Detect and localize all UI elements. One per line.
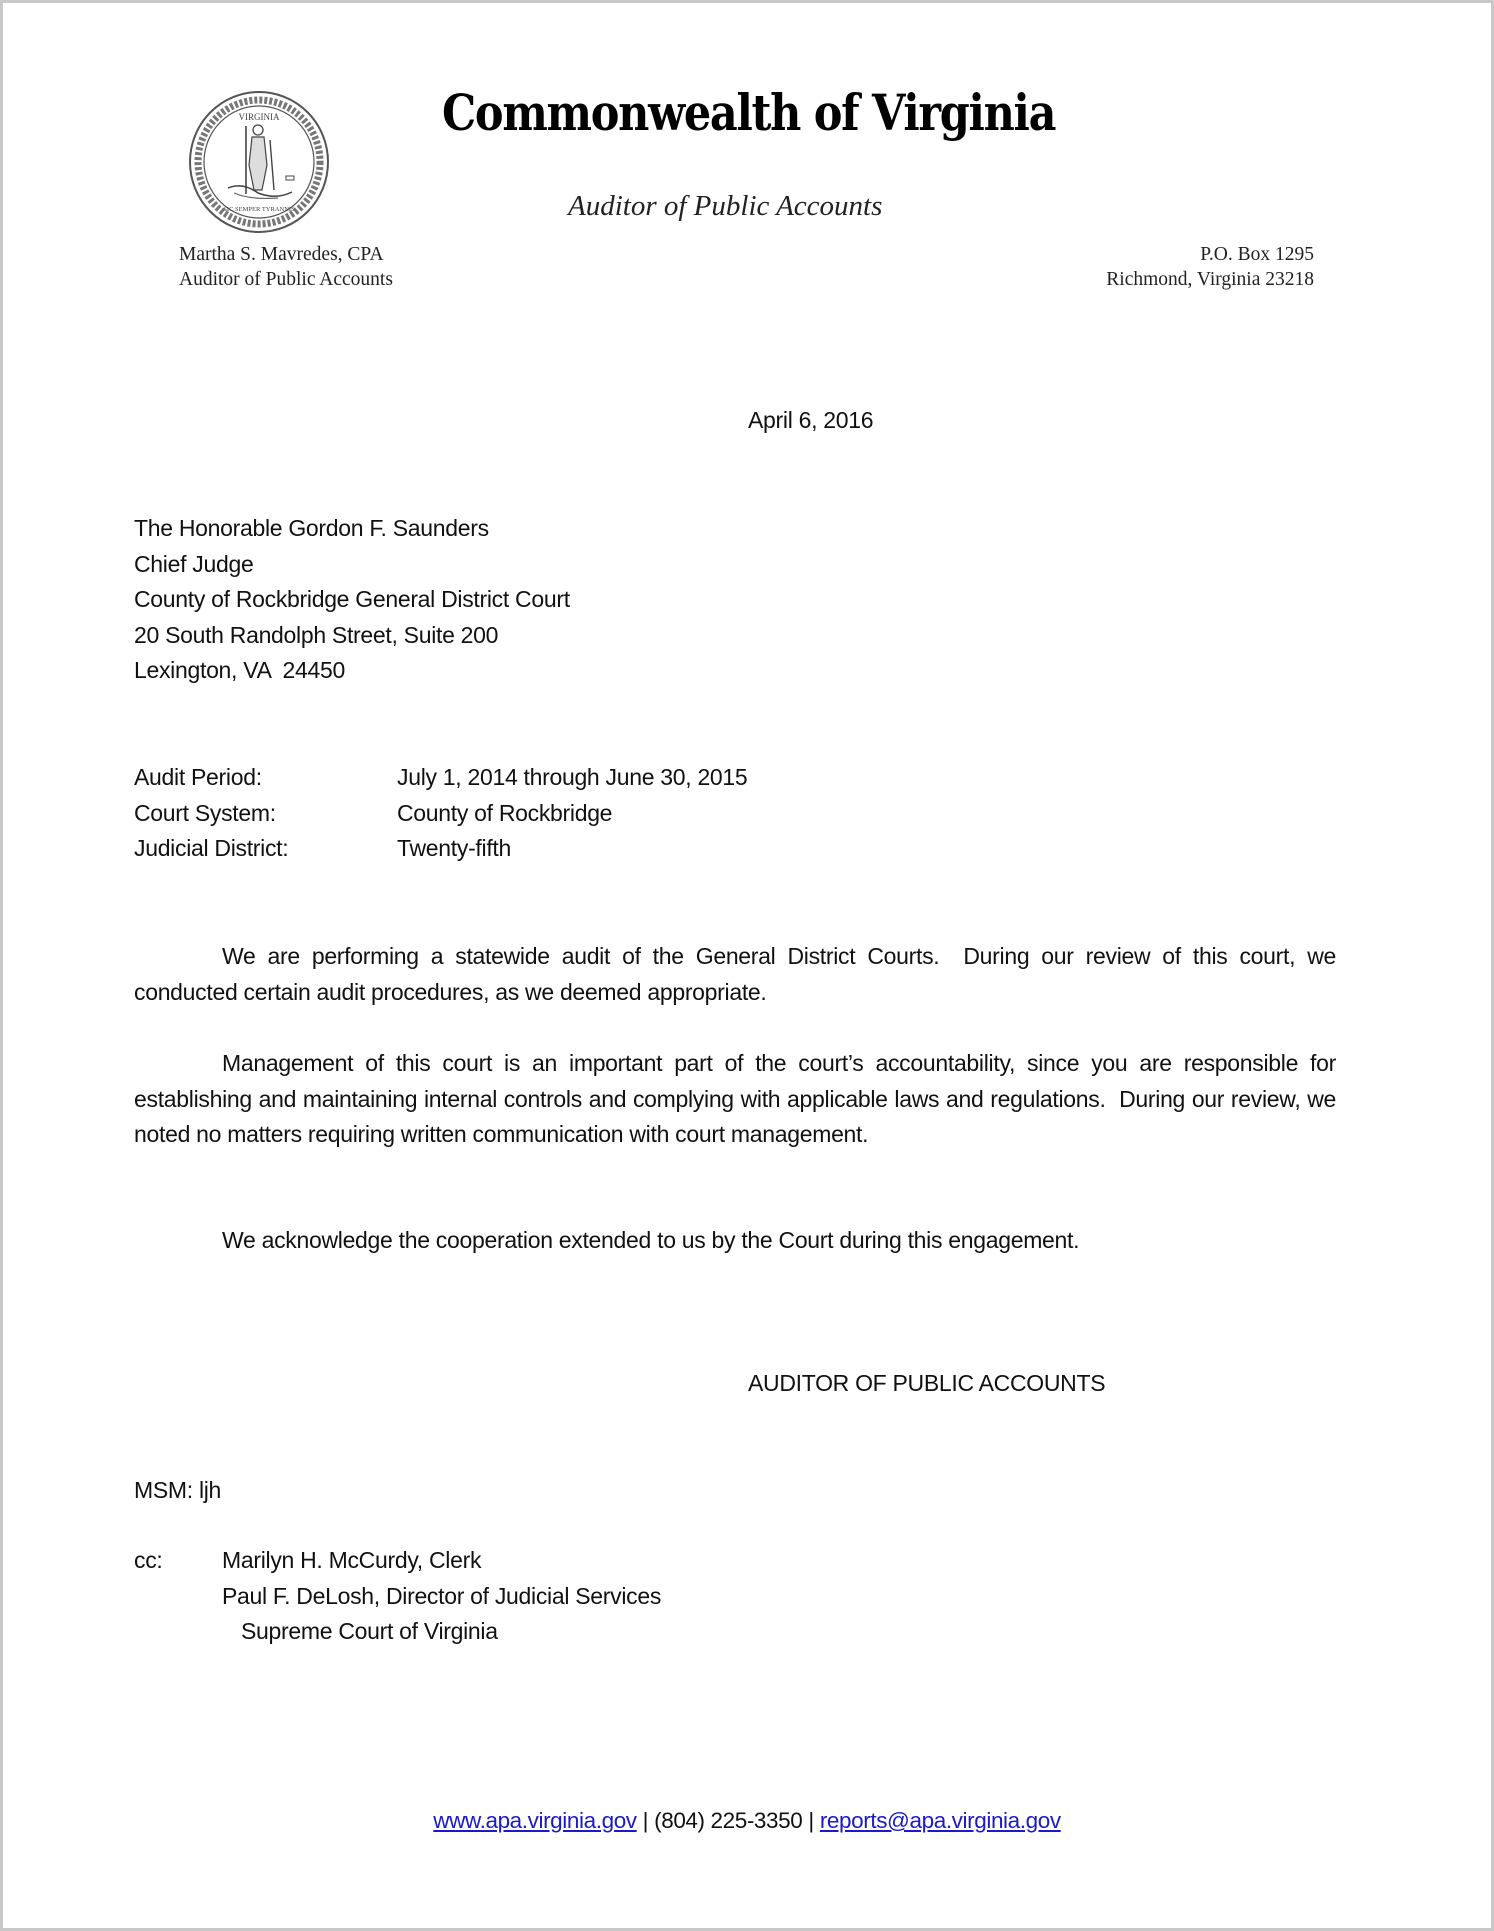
cc-recipient: Paul F. DeLosh, Director of Judicial Services (222, 1582, 662, 1609)
sender-address-line1: P.O. Box 1295 (1200, 244, 1314, 265)
sender-title: Auditor of Public Accounts (179, 269, 393, 290)
reference-initials: MSM: ljh (134, 1477, 222, 1503)
footer-separator: | (642, 1808, 649, 1833)
letterhead-subtitle: Auditor of Public Accounts (568, 190, 883, 222)
audit-info-row (134, 796, 747, 832)
website-link[interactable]: www.apa.virginia.gov (433, 1808, 637, 1833)
audit-period-label: Audit Period: (134, 764, 262, 790)
seal-top-text: VIRGINIA (238, 112, 280, 122)
recipient-line: County of Rockbridge General District Court (134, 586, 570, 613)
virginia-seal-icon (188, 90, 330, 234)
judicial-district-value: Twenty-fifth (397, 835, 511, 862)
paragraph-text: We are performing a statewide audit of the General District Courts. During our review of this court, we conducted certain audit procedures, as we deemed appropriate. (134, 943, 1343, 1005)
sender-name: Martha S. Mavredes, CPA (179, 244, 384, 265)
cc-recipient: Marilyn H. McCurdy, Clerk (222, 1547, 482, 1573)
footer-contact (3, 1808, 1491, 1834)
body-paragraph (134, 1223, 1336, 1259)
recipient-line: The Honorable Gordon F. Saunders (134, 515, 489, 541)
signature-block: AUDITOR OF PUBLIC ACCOUNTS (748, 1370, 1106, 1396)
court-system-label: Court System: (134, 799, 276, 826)
recipient-line: 20 South Randolph Street, Suite 200 (134, 621, 499, 648)
cc-recipient: Supreme Court of Virginia (241, 1618, 498, 1645)
body-paragraph (134, 939, 1343, 1010)
paragraph-text: Management of this court is an important part of the court’s accountability, since you are responsible for establishing and maintaining internal controls and complying with applicable laws and regulations. During our review, we noted no matters requiring written communication with court management. (134, 1050, 1343, 1148)
audit-info-row (134, 831, 747, 867)
judicial-district-label: Judicial District: (134, 835, 289, 862)
cc-list (222, 1543, 661, 1650)
court-system-value: County of Rockbridge (397, 799, 613, 826)
seal-bottom-text: SIC SEMPER TYRANNIS (223, 206, 295, 213)
email-link[interactable]: reports@apa.virginia.gov (819, 1808, 1061, 1833)
audit-info (134, 760, 747, 867)
recipient-line: Chief Judge (134, 550, 254, 577)
paragraph-text: We acknowledge the cooperation extended to us by the Court during this engagement. (222, 1227, 1080, 1253)
audit-info-row (134, 760, 747, 796)
body-paragraph (134, 1046, 1343, 1153)
footer-separator: | (808, 1808, 814, 1833)
recipient-line: Lexington, VA 24450 (134, 657, 345, 684)
phone-number: (804) 225-3350 (654, 1808, 803, 1833)
cc-label: cc: (134, 1547, 163, 1573)
letterhead-title: Commonwealth of Virginia (442, 83, 1056, 142)
letter-date: April 6, 2016 (748, 407, 874, 433)
audit-period-value: July 1, 2014 through June 30, 2015 (397, 764, 748, 790)
letter-page (3, 3, 1491, 1928)
sender-address-line2: Richmond, Virginia 23218 (1106, 269, 1314, 290)
recipient-address (134, 511, 570, 689)
